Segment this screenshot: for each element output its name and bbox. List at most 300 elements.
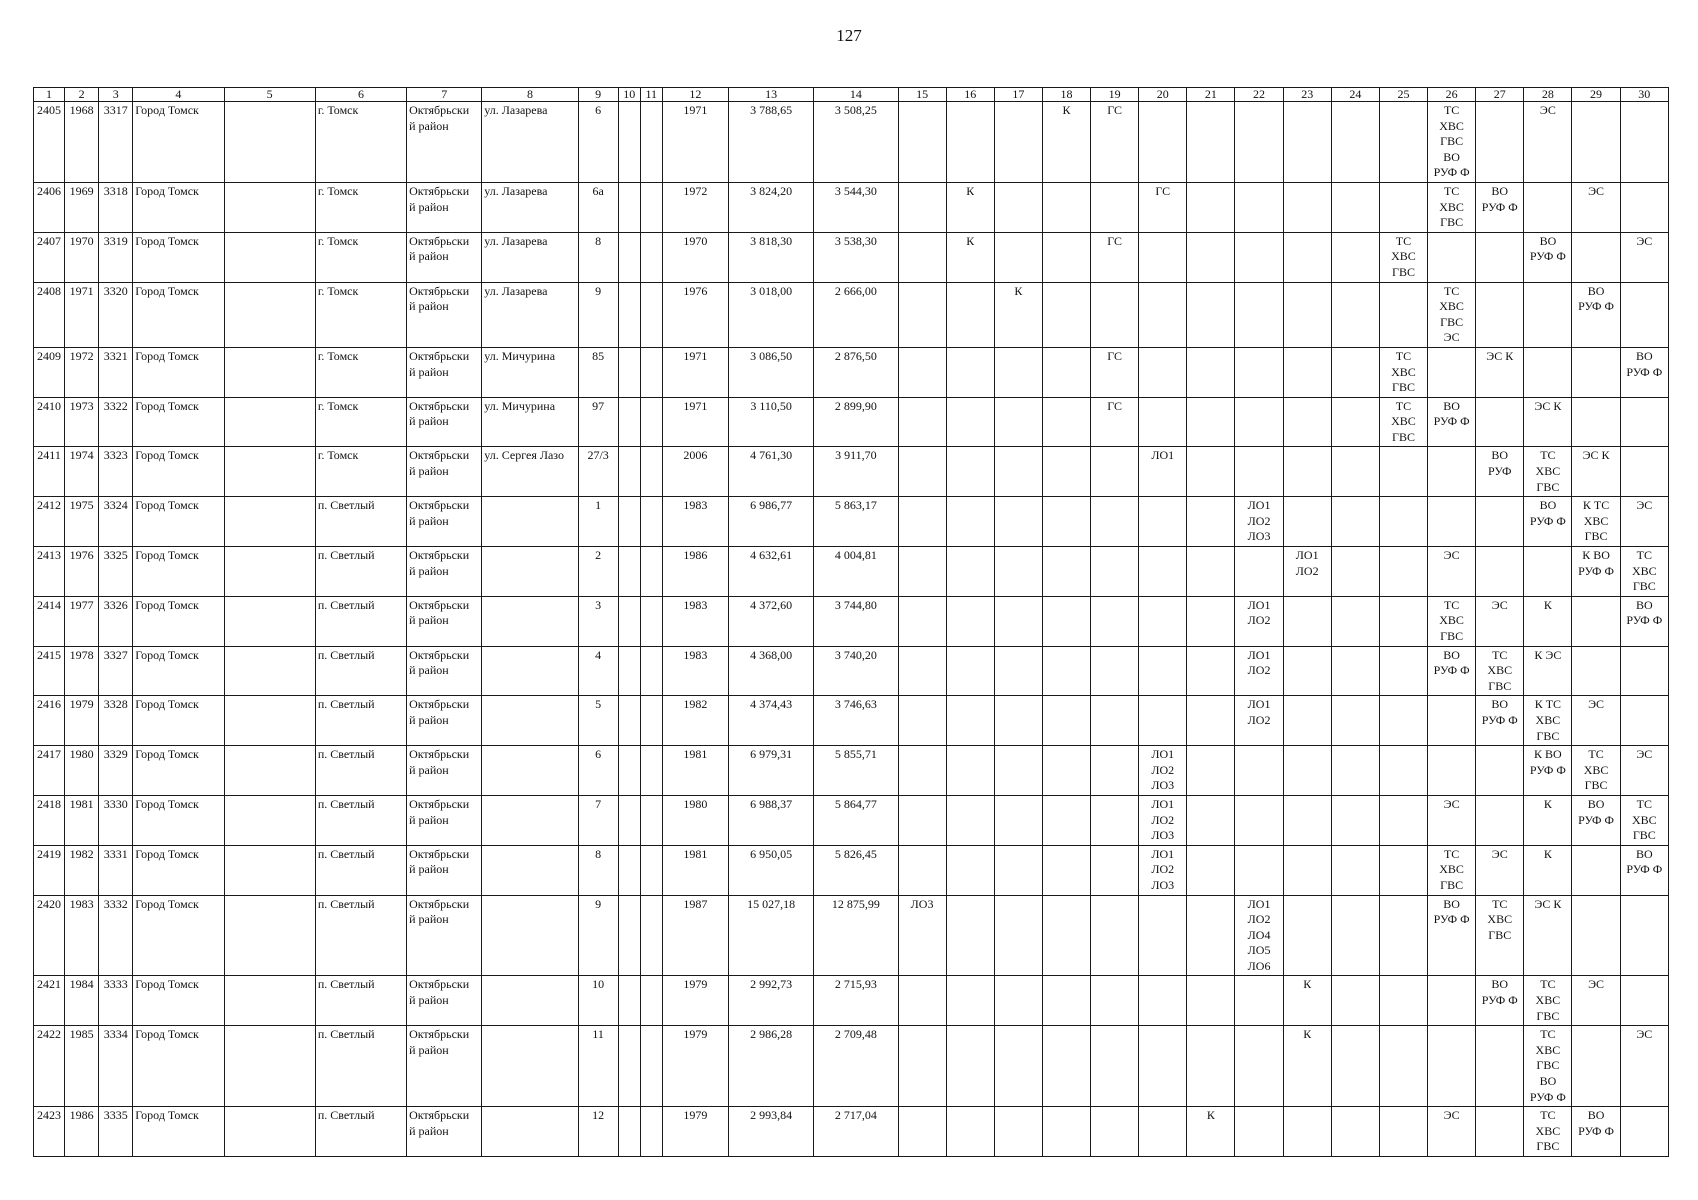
table-cell [1428, 746, 1476, 796]
table-cell [1331, 596, 1379, 646]
table-cell [1428, 696, 1476, 746]
table-cell [224, 182, 315, 232]
table-cell: 12 [578, 1107, 618, 1157]
table-cell: ТС ХВС ГВС [1476, 895, 1524, 976]
table-cell [1091, 976, 1139, 1026]
table-cell [618, 102, 640, 183]
table-cell [1187, 547, 1235, 597]
table-cell [946, 895, 994, 976]
table-cell [1476, 1107, 1524, 1157]
table-cell [994, 1107, 1042, 1157]
table-cell [1283, 347, 1331, 397]
table-cell [1187, 976, 1235, 1026]
table-cell: ул. Сергея Лазо [482, 447, 578, 497]
table-cell [1139, 1026, 1187, 1107]
column-header: 20 [1139, 88, 1187, 102]
table-cell [1331, 397, 1379, 447]
table-cell: 4 004,81 [814, 547, 898, 597]
table-cell [1379, 182, 1427, 232]
table-cell: 1979 [662, 976, 728, 1026]
table-cell [1235, 746, 1283, 796]
table-cell [1476, 1026, 1524, 1107]
table-cell: 6 [578, 746, 618, 796]
table-cell: К [1524, 845, 1572, 895]
table-cell [1283, 182, 1331, 232]
table-cell [1379, 1107, 1427, 1157]
column-header: 1 [34, 88, 65, 102]
table-cell: Октябрьски й район [407, 845, 482, 895]
table-cell [640, 1107, 662, 1157]
table-cell: 1976 [65, 547, 99, 597]
table-cell [1042, 795, 1090, 845]
table-cell [1187, 232, 1235, 282]
table-cell [640, 646, 662, 696]
table-cell: ТС ХВС ГВС [1620, 547, 1668, 597]
table-cell: К [1283, 976, 1331, 1026]
table-cell: 1980 [65, 746, 99, 796]
table-cell: 2409 [34, 347, 65, 397]
table-cell: Город Томск [133, 347, 224, 397]
table-cell: 2 709,48 [814, 1026, 898, 1107]
table-cell [1572, 845, 1620, 895]
table-row [34, 795, 1669, 845]
table-cell: К ЭС [1524, 646, 1572, 696]
table-cell: Город Томск [133, 1026, 224, 1107]
table-cell: Город Томск [133, 102, 224, 183]
table-cell [898, 232, 946, 282]
table-cell [1139, 102, 1187, 183]
table-cell [1235, 845, 1283, 895]
table-cell [618, 497, 640, 547]
table-cell: п. Светлый [315, 795, 406, 845]
table-cell [994, 447, 1042, 497]
table-cell [224, 596, 315, 646]
table-cell: ул. Лазарева [482, 102, 578, 183]
table-cell [640, 1026, 662, 1107]
table-cell [1428, 447, 1476, 497]
table-cell: 2421 [34, 976, 65, 1026]
table-cell: 3 824,20 [729, 182, 814, 232]
table-cell: 2 992,73 [729, 976, 814, 1026]
table-row [34, 646, 1669, 696]
table-cell [1283, 232, 1331, 282]
table-cell: Октябрьски й район [407, 232, 482, 282]
table-cell [1331, 895, 1379, 976]
table-cell: Октябрьски й район [407, 1026, 482, 1107]
table-cell [1235, 447, 1283, 497]
table-cell [1187, 447, 1235, 497]
table-cell [1620, 696, 1668, 746]
table-cell [640, 746, 662, 796]
table-cell [1331, 746, 1379, 796]
table-cell: ВО РУФ Ф [1620, 845, 1668, 895]
table-cell [1572, 232, 1620, 282]
table-cell: Октябрьски й район [407, 976, 482, 1026]
table-cell: 97 [578, 397, 618, 447]
table-cell [640, 845, 662, 895]
table-cell: 1977 [65, 596, 99, 646]
table-cell [482, 646, 578, 696]
table-cell [1331, 1026, 1379, 1107]
table-cell: ВО РУФ Ф [1572, 795, 1620, 845]
table-cell [618, 746, 640, 796]
table-cell: 5 855,71 [814, 746, 898, 796]
table-cell: 1978 [65, 646, 99, 696]
table-cell [1139, 696, 1187, 746]
table-cell: ТС ХВС ГВС [1428, 845, 1476, 895]
table-cell [1572, 596, 1620, 646]
table-cell [1235, 1026, 1283, 1107]
table-cell: Октябрьски й район [407, 347, 482, 397]
table-cell: 5 863,17 [814, 497, 898, 547]
table-cell: 2417 [34, 746, 65, 796]
table-cell [1187, 845, 1235, 895]
table-cell [1476, 795, 1524, 845]
table-cell: г. Томск [315, 232, 406, 282]
table-cell: Октябрьски й район [407, 895, 482, 976]
column-header: 11 [640, 88, 662, 102]
table-cell [1187, 646, 1235, 696]
table-cell: 1981 [662, 746, 728, 796]
table-cell: ТС ХВС ГВС [1524, 1107, 1572, 1157]
table-cell: К [1187, 1107, 1235, 1157]
table-cell: 2422 [34, 1026, 65, 1107]
table-cell [1379, 746, 1427, 796]
table-cell [1042, 646, 1090, 696]
table-cell: ЭС [1476, 845, 1524, 895]
table-cell: ЛО1 ЛО2 ЛО3 [1139, 795, 1187, 845]
table-row [34, 845, 1669, 895]
table-cell: п. Светлый [315, 547, 406, 597]
table-cell [1331, 282, 1379, 347]
column-header: 2 [65, 88, 99, 102]
table-cell: ТС ХВС ГВС [1524, 447, 1572, 497]
table-cell [482, 497, 578, 547]
table-cell: ЭС [1620, 1026, 1668, 1107]
table-cell: ВО РУФ Ф [1620, 347, 1668, 397]
table-cell: 1986 [65, 1107, 99, 1157]
table-cell [618, 397, 640, 447]
table-cell: Город Томск [133, 746, 224, 796]
table-cell [1091, 547, 1139, 597]
table-cell: ГС [1091, 347, 1139, 397]
table-cell: 9 [578, 282, 618, 347]
table-cell [1139, 596, 1187, 646]
table-cell [946, 102, 994, 183]
table-cell [1139, 347, 1187, 397]
table-cell [1572, 646, 1620, 696]
table-cell: ЭС [1524, 102, 1572, 183]
table-cell: 1 [578, 497, 618, 547]
table-cell [482, 895, 578, 976]
table-cell [224, 497, 315, 547]
table-cell [1428, 497, 1476, 547]
column-header: 4 [133, 88, 224, 102]
table-cell: ВО РУФ Ф [1572, 1107, 1620, 1157]
table-cell [1331, 1107, 1379, 1157]
table-cell [1283, 596, 1331, 646]
table-cell [1379, 1026, 1427, 1107]
table-cell [1091, 646, 1139, 696]
table-cell [640, 497, 662, 547]
table-cell: ВО РУФ Ф [1428, 646, 1476, 696]
table-cell [1283, 795, 1331, 845]
table-cell: ТС ХВС ГВС [1572, 746, 1620, 796]
table-cell [618, 976, 640, 1026]
column-header: 3 [99, 88, 133, 102]
table-cell: 8 [578, 232, 618, 282]
table-cell [1379, 447, 1427, 497]
table-cell [994, 976, 1042, 1026]
table-cell [482, 845, 578, 895]
table-cell [1572, 102, 1620, 183]
table-cell: ЛО1 ЛО2 [1235, 696, 1283, 746]
table-cell: 1983 [662, 497, 728, 547]
table-cell [1379, 282, 1427, 347]
table-cell: 1982 [662, 696, 728, 746]
table-cell: К ВО РУФ Ф [1524, 746, 1572, 796]
table-cell: ЛО1 ЛО2 [1283, 547, 1331, 597]
table-cell: ЭС [1428, 795, 1476, 845]
table-cell [1283, 102, 1331, 183]
table-cell [1283, 746, 1331, 796]
table-cell: Октябрьски й район [407, 397, 482, 447]
table-cell: 2411 [34, 447, 65, 497]
table-cell: 1973 [65, 397, 99, 447]
table-cell [1042, 1026, 1090, 1107]
table-cell: 1972 [65, 347, 99, 397]
registry-table [33, 87, 1669, 1157]
table-cell: п. Светлый [315, 646, 406, 696]
table-cell [1042, 232, 1090, 282]
table-cell: 2415 [34, 646, 65, 696]
table-cell [224, 976, 315, 1026]
table-cell: ЭС [1620, 746, 1668, 796]
table-cell: 3 740,20 [814, 646, 898, 696]
table-cell: п. Светлый [315, 845, 406, 895]
table-cell [946, 596, 994, 646]
table-row [34, 596, 1669, 646]
table-cell [1283, 895, 1331, 976]
table-cell [618, 646, 640, 696]
table-cell: 3 788,65 [729, 102, 814, 183]
table-cell [224, 347, 315, 397]
table-cell [1187, 282, 1235, 347]
table-cell [1235, 347, 1283, 397]
table-cell: 3333 [99, 976, 133, 1026]
table-cell: Город Томск [133, 646, 224, 696]
table-cell: ВО РУФ Ф [1428, 895, 1476, 976]
table-cell [1187, 497, 1235, 547]
table-row [34, 547, 1669, 597]
table-cell: Город Томск [133, 596, 224, 646]
table-cell [898, 696, 946, 746]
table-cell: Город Томск [133, 845, 224, 895]
table-cell: г. Томск [315, 102, 406, 183]
table-cell [224, 232, 315, 282]
table-cell: Город Томск [133, 397, 224, 447]
table-cell [1620, 1107, 1668, 1157]
table-cell [1331, 182, 1379, 232]
table-cell [1283, 845, 1331, 895]
table-cell [1331, 232, 1379, 282]
table-cell: 4 374,43 [729, 696, 814, 746]
table-cell [898, 596, 946, 646]
table-cell [1331, 845, 1379, 895]
table-cell: ТС ХВС ГВС [1428, 596, 1476, 646]
table-cell: 1970 [65, 232, 99, 282]
table-cell: ВО РУФ Ф [1572, 282, 1620, 347]
table-cell [640, 102, 662, 183]
table-cell [1283, 397, 1331, 447]
table-cell: 1984 [65, 976, 99, 1026]
table-cell [946, 547, 994, 597]
table-cell: 2 715,93 [814, 976, 898, 1026]
table-cell [1620, 895, 1668, 976]
table-cell: 3 746,63 [814, 696, 898, 746]
table-cell [1235, 282, 1283, 347]
table-cell [1091, 182, 1139, 232]
table-cell [1235, 232, 1283, 282]
table-cell: К [994, 282, 1042, 347]
table-cell [994, 696, 1042, 746]
table-cell: К [1524, 596, 1572, 646]
table-cell: ул. Мичурина [482, 347, 578, 397]
table-cell: 1968 [65, 102, 99, 183]
header-row [34, 88, 1669, 102]
table-cell [224, 1107, 315, 1157]
table-cell: 6 950,05 [729, 845, 814, 895]
table-cell: ЭС [1428, 547, 1476, 597]
table-cell: Город Томск [133, 696, 224, 746]
column-header: 12 [662, 88, 728, 102]
table-cell: 2405 [34, 102, 65, 183]
table-cell [1572, 895, 1620, 976]
table-cell [224, 547, 315, 597]
table-cell [1235, 976, 1283, 1026]
table-row [34, 447, 1669, 497]
table-cell [1091, 696, 1139, 746]
table-cell: п. Светлый [315, 1026, 406, 1107]
table-cell: 3319 [99, 232, 133, 282]
table-cell: Октябрьски й район [407, 182, 482, 232]
table-cell [994, 397, 1042, 447]
table-cell [640, 696, 662, 746]
table-cell [1091, 596, 1139, 646]
table-cell: Город Томск [133, 232, 224, 282]
table-cell: 3 544,30 [814, 182, 898, 232]
table-cell: ВО РУФ Ф [1428, 397, 1476, 447]
table-cell: ЭС К [1524, 895, 1572, 976]
table-cell: ГС [1091, 102, 1139, 183]
table-cell: 2413 [34, 547, 65, 597]
table-cell: г. Томск [315, 447, 406, 497]
table-cell [224, 646, 315, 696]
table-cell: Город Томск [133, 497, 224, 547]
table-cell [1476, 102, 1524, 183]
table-cell: 6 988,37 [729, 795, 814, 845]
table-cell [1620, 447, 1668, 497]
table-cell [618, 282, 640, 347]
table-cell: К ТС ХВС ГВС [1524, 696, 1572, 746]
column-header: 10 [618, 88, 640, 102]
table-cell [224, 397, 315, 447]
table-cell [482, 795, 578, 845]
table-cell [1572, 347, 1620, 397]
table-cell [946, 976, 994, 1026]
table-cell: ЭС К [1476, 347, 1524, 397]
table-cell [618, 182, 640, 232]
table-cell: 3318 [99, 182, 133, 232]
table-cell [1091, 795, 1139, 845]
table-cell [1524, 547, 1572, 597]
table-cell [946, 397, 994, 447]
table-cell: 8 [578, 845, 618, 895]
column-header: 7 [407, 88, 482, 102]
table-cell: Город Томск [133, 795, 224, 845]
table-cell [1139, 547, 1187, 597]
table-cell [1235, 547, 1283, 597]
table-cell [946, 282, 994, 347]
table-cell: 1979 [662, 1107, 728, 1157]
table-cell [482, 596, 578, 646]
table-row [34, 397, 1669, 447]
table-cell [1379, 696, 1427, 746]
table-cell [1620, 102, 1668, 183]
table-cell [224, 696, 315, 746]
table-cell: ул. Лазарева [482, 282, 578, 347]
table-cell [994, 845, 1042, 895]
table-cell [1091, 746, 1139, 796]
table-cell: 3331 [99, 845, 133, 895]
table-cell: ЛО1 ЛО2 ЛО4 ЛО5 ЛО6 [1235, 895, 1283, 976]
table-cell: 6 986,77 [729, 497, 814, 547]
table-cell [946, 447, 994, 497]
column-header: 8 [482, 88, 578, 102]
table-cell: 5 864,77 [814, 795, 898, 845]
table-cell: 4 [578, 646, 618, 696]
table-cell [640, 447, 662, 497]
table-cell: ТС ХВС ГВС [1428, 182, 1476, 232]
table-cell [946, 696, 994, 746]
table-cell [1042, 696, 1090, 746]
table-cell [1283, 497, 1331, 547]
table-cell: г. Томск [315, 347, 406, 397]
table-cell [994, 795, 1042, 845]
table-cell: 4 372,60 [729, 596, 814, 646]
table-cell [1331, 497, 1379, 547]
table-cell [1283, 696, 1331, 746]
table-cell: 2406 [34, 182, 65, 232]
table-cell: 2412 [34, 497, 65, 547]
table-cell: Октябрьски й район [407, 795, 482, 845]
table-cell [1379, 547, 1427, 597]
table-cell [224, 845, 315, 895]
table-cell: 3324 [99, 497, 133, 547]
table-cell: 3 508,25 [814, 102, 898, 183]
table-cell: Октябрьски й район [407, 282, 482, 347]
column-header: 29 [1572, 88, 1620, 102]
table-cell [1476, 497, 1524, 547]
table-cell: 4 368,00 [729, 646, 814, 696]
table-cell [1620, 282, 1668, 347]
table-cell: Город Томск [133, 182, 224, 232]
column-header: 9 [578, 88, 618, 102]
table-cell [1187, 347, 1235, 397]
table-cell [1476, 232, 1524, 282]
table-cell [994, 547, 1042, 597]
table-cell [618, 1026, 640, 1107]
